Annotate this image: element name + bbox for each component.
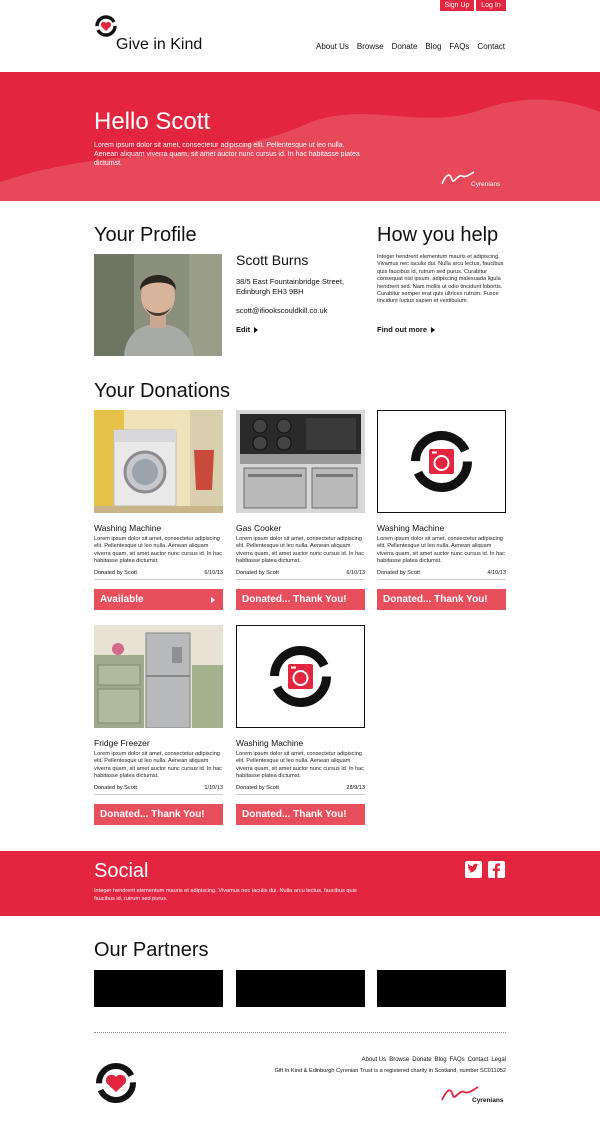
donation-date: 1/10/13 [204, 785, 223, 791]
appliance-placeholder-icon [237, 626, 364, 727]
card-meta [377, 570, 506, 580]
card-description: Lorem ipsum dolor sit amet, consectetur adipiscing elit. Pellentesque ut leo nulla. Aenean aliquam viverra quam, sit amet auctor nunc cursus id. In hac habitasse platea dictumst. [94, 751, 223, 780]
donated-thank-you-button[interactable] [236, 804, 365, 825]
status-label: Donated... Thank You! [242, 809, 347, 820]
donations-heading: Your Donations [94, 380, 231, 402]
profile-photo [94, 254, 222, 356]
hero-banner [0, 72, 600, 201]
card-meta [94, 570, 223, 580]
card-description: Lorem ipsum dolor sit amet, consectetur adipiscing elit. Pellentesque ut leo nulla. Aenean aliquam viverra quam, sit amet auctor nunc cursus id. In hac habitasse platea dictumst. [94, 536, 223, 565]
partner-logo[interactable] [377, 970, 506, 1007]
profile-address: 38/5 East Fountainbridge Street, Edinburgh EH3 9BH [236, 277, 344, 296]
footer-nav-legal[interactable]: Legal [491, 1057, 506, 1063]
card-description: Lorem ipsum dolor sit amet, consectetur adipiscing elit. Pellentesque ut leo nulla. Aenean aliquam viverra quam, sit amet auctor nunc cursus id. In hac habitasse platea dictumst. [236, 751, 365, 780]
card-meta [94, 785, 223, 795]
profile-name: Scott Burns [236, 252, 309, 268]
partner-logo[interactable] [236, 970, 365, 1007]
donation-date: 6/10/13 [204, 570, 223, 576]
hero-title: Hello Scott [94, 108, 211, 135]
card-description: Lorem ipsum dolor sit amet, consectetur adipiscing elit. Pellentesque ut leo nulla. Aenean aliquam viverra quam, sit amet auctor nunc cursus id. In hac habitasse platea dictumst. [236, 536, 365, 565]
gas-cooker-photo [236, 410, 365, 513]
nav-browse[interactable]: Browse [356, 42, 384, 51]
footer-logo-icon[interactable] [94, 1061, 138, 1105]
arrow-right-icon [254, 327, 258, 333]
hero-partner-name: Cyrenians [471, 181, 501, 188]
social-text: Integer hendrerit elementum mauris et adipiscing. Vivamus nec iaculis dui. Nulla arcu lectus, faucibus quis faucibus id, rutrum sed purus. [94, 888, 357, 902]
main-nav [316, 42, 505, 51]
donated-by: Donated by Scott [94, 785, 137, 791]
brand-name[interactable]: Give in Kind [116, 36, 203, 53]
footer-nav [362, 1057, 506, 1063]
help-text: Integer hendrerit elementum mauris et adipiscing. Vivamus nec iaculis dui. Nulla arcu lectus, faucibus quis faucibus id, rutrum sed purus. Curabitur consequat nisl ipsum, adipiscing malesuada ligula hendrerit sed. Nam mollis ut odio tincidunt lobortis. Curabitur semper erat quis ultrices rutrum. Fusce tincidunt luctus sapien et vestibulum. [377, 254, 504, 305]
donated-thank-you-button[interactable] [94, 804, 223, 825]
donated-thank-you-button[interactable] [377, 589, 506, 610]
donation-card [236, 410, 365, 612]
fridge-freezer-photo [94, 625, 223, 728]
donation-card [94, 410, 223, 612]
status-label: Donated... Thank You! [242, 594, 347, 605]
nav-faqs[interactable]: FAQs [449, 42, 470, 51]
donation-card [377, 410, 506, 612]
card-meta [236, 570, 365, 580]
find-out-more-label: Find out more [377, 325, 427, 334]
donated-by: Donated by Scott [94, 570, 137, 576]
status-label: Available [100, 594, 144, 605]
footer-nav-about-us[interactable]: About Us [361, 1057, 387, 1063]
twitter-icon[interactable] [465, 861, 482, 878]
card-title: Gas Cooker [236, 523, 282, 533]
card-title: Washing Machine [377, 523, 445, 533]
card-description: Lorem ipsum dolor sit amet, consectetur adipiscing elit. Pellentesque ut leo nulla. Aenean aliquam viverra quam, sit amet auctor nunc cursus id. In hac habitasse platea dictumst. [377, 536, 506, 565]
logo-icon[interactable] [94, 14, 118, 38]
donated-by: Donated by Scott [236, 785, 279, 791]
nav-donate[interactable]: Donate [391, 42, 418, 51]
donated-by: Donated by Scott [236, 570, 279, 576]
hero-text: Lorem ipsum dolor sit amet, consectetur adipiscing elit. Pellentesque ut leo nulla. Aenean aliquam viverra quam, sit amet auctor nunc cursus id. In hac habitasse platea dictumst. [94, 142, 360, 167]
card-title: Fridge Freezer [94, 738, 150, 748]
chevron-right-icon [211, 597, 215, 603]
placeholder-image [236, 625, 365, 728]
card-title: Washing Machine [94, 523, 162, 533]
help-heading: How you help [377, 224, 499, 246]
facebook-icon[interactable] [488, 861, 505, 878]
partner-logo[interactable] [94, 970, 223, 1007]
washing-machine-photo [94, 410, 223, 513]
sign-up-button[interactable]: Sign Up [440, 0, 474, 11]
hero-wave-decoration [0, 72, 600, 201]
donated-by: Donated by Scott [377, 570, 420, 576]
footer-nav-browse[interactable]: Browse [389, 1057, 410, 1063]
social-heading: Social [94, 860, 149, 882]
nav-about-us[interactable]: About Us [316, 42, 349, 51]
footer-nav-donate[interactable]: Donate [412, 1057, 432, 1063]
footer-divider [94, 1032, 506, 1033]
log-in-button[interactable]: Log In [476, 0, 506, 11]
footer-nav-blog[interactable]: Blog [434, 1057, 447, 1063]
status-label: Donated... Thank You! [383, 594, 488, 605]
arrow-right-icon [431, 327, 435, 333]
partners-heading: Our Partners [94, 939, 209, 961]
charity-notice: Gift In Kind & Edinburgh Cyrenian Trust is a registered charity in Scotland, number SC011052 [274, 1068, 506, 1074]
donation-card [236, 625, 365, 827]
profile-email[interactable]: scott@ifiookscouldkill.co.uk [236, 306, 328, 315]
footer-nav-contact[interactable]: Contact [467, 1057, 489, 1063]
placeholder-image [377, 410, 506, 513]
edit-profile-link[interactable] [236, 325, 258, 334]
card-meta [236, 785, 365, 795]
social-section [0, 851, 600, 916]
donation-date: 4/10/13 [487, 570, 506, 576]
donation-card [94, 625, 223, 827]
donation-date: 28/9/13 [346, 785, 365, 791]
available-button[interactable] [94, 589, 223, 610]
appliance-placeholder-icon [378, 411, 505, 512]
find-out-more-link[interactable] [377, 325, 435, 334]
donation-date: 6/10/13 [346, 570, 365, 576]
status-label: Donated... Thank You! [100, 809, 205, 820]
donated-thank-you-button[interactable] [236, 589, 365, 610]
footer-nav-faqs[interactable]: FAQs [449, 1057, 465, 1063]
nav-blog[interactable]: Blog [425, 42, 442, 51]
footer-partner-name: Cyrenians [472, 1097, 504, 1104]
profile-heading: Your Profile [94, 224, 197, 246]
card-title: Washing Machine [236, 738, 304, 748]
nav-contact[interactable]: Contact [477, 42, 505, 51]
edit-label: Edit [236, 325, 251, 334]
